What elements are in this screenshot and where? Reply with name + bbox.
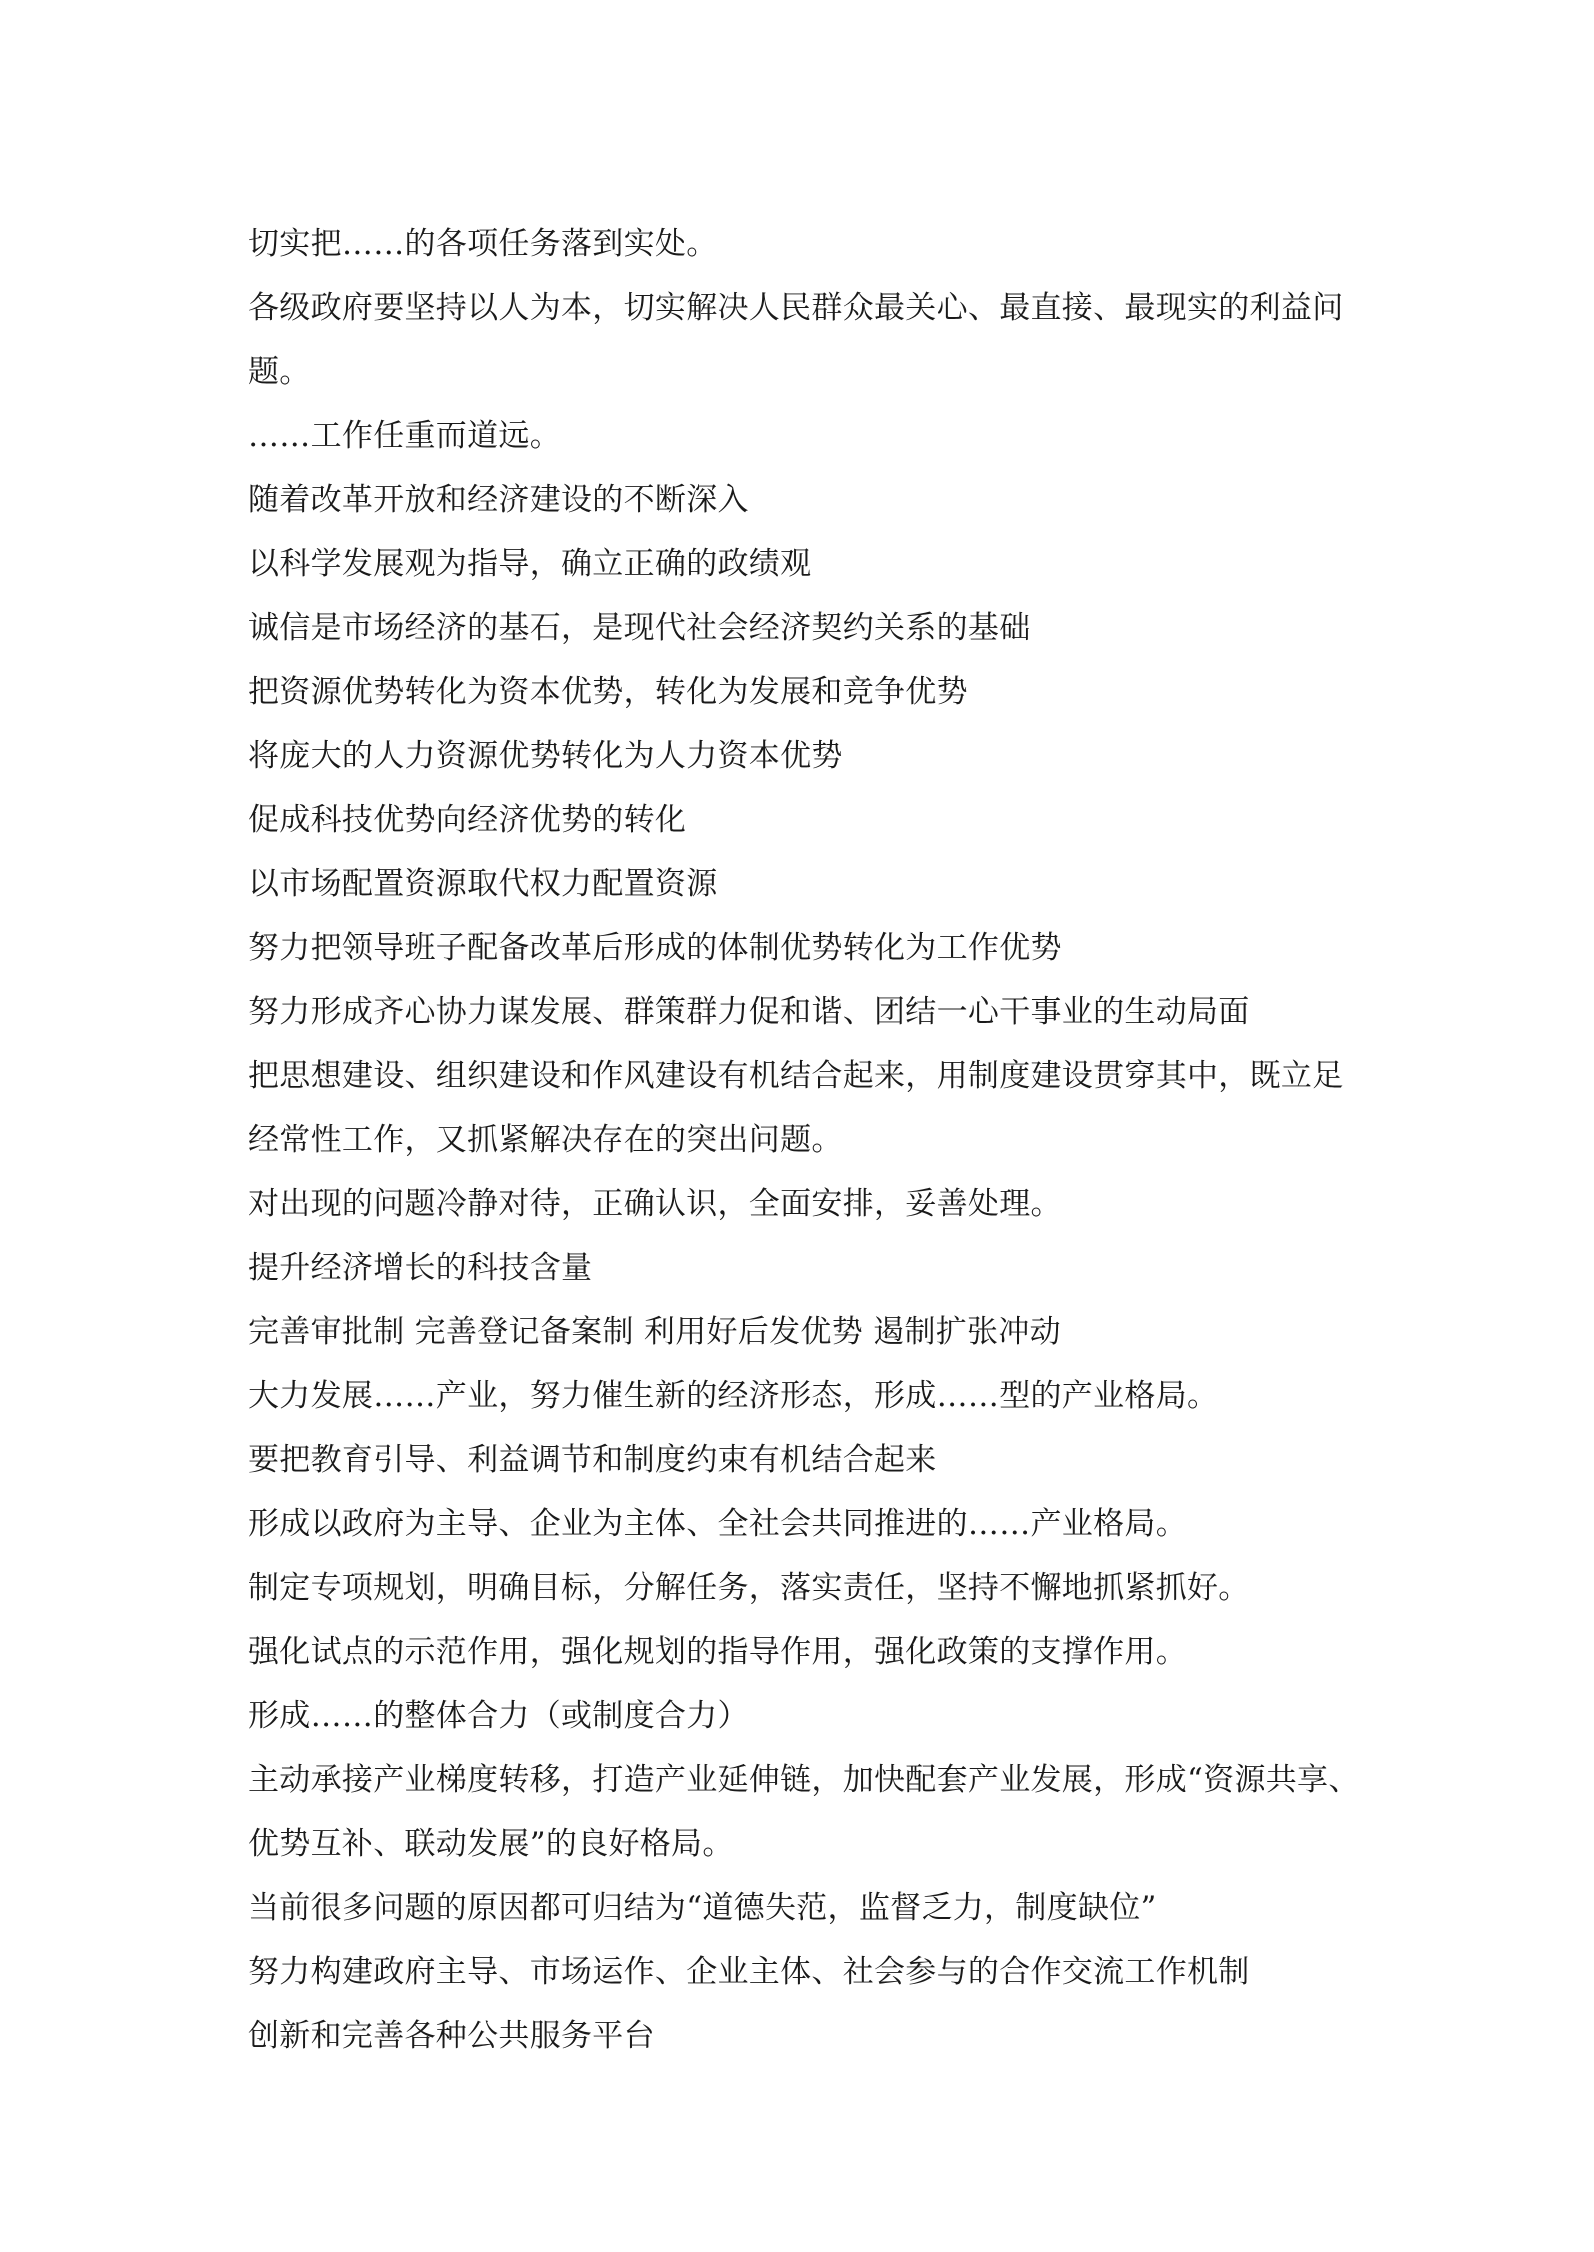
text-line: 强化试点的示范作用，强化规划的指导作用，强化政策的支撑作用。 bbox=[248, 1634, 1187, 1670]
text-line: 形成以政府为主导、企业为主体、全社会共同推进的……产业格局。 bbox=[248, 1506, 1187, 1542]
text-line: 把资源优势转化为资本优势，转化为发展和竞争优势 bbox=[248, 674, 968, 710]
text-line: 要把教育引导、利益调节和制度约束有机结合起来 bbox=[248, 1442, 937, 1478]
text-line: 随着改革开放和经济建设的不断深入 bbox=[248, 482, 749, 518]
text-line: 对出现的问题冷静对待，正确认识，全面安排，妥善处理。 bbox=[248, 1186, 1062, 1222]
text-line: 诚信是市场经济的基石，是现代社会经济契约关系的基础 bbox=[248, 610, 1031, 646]
text-line: 促成科技优势向经济优势的转化 bbox=[248, 802, 687, 838]
text-line: 努力形成齐心协力谋发展、群策群力促和谐、团结一心干事业的生动局面 bbox=[248, 994, 1250, 1030]
text-line: 经常性工作，又抓紧解决存在的突出问题。 bbox=[248, 1122, 843, 1158]
text-line: 将庞大的人力资源优势转化为人力资本优势 bbox=[248, 738, 843, 774]
text-line: 优势互补、联动发展”的良好格局。 bbox=[248, 1826, 734, 1862]
text-line: 以科学发展观为指导，确立正确的政绩观 bbox=[248, 546, 812, 582]
text-line: 当前很多问题的原因都可归结为“道德失范，监督乏力，制度缺位” bbox=[248, 1890, 1157, 1926]
text-line: 努力构建政府主导、市场运作、企业主体、社会参与的合作交流工作机制 bbox=[248, 1954, 1250, 1990]
text-line: 大力发展……产业，努力催生新的经济形态，形成……型的产业格局。 bbox=[248, 1378, 1219, 1414]
text-line: 题。 bbox=[248, 354, 311, 390]
text-line: 提升经济增长的科技含量 bbox=[248, 1250, 593, 1286]
text-line: ……工作任重而道远。 bbox=[248, 418, 561, 454]
document-body bbox=[248, 212, 1368, 2068]
text-line: 把思想建设、组织建设和作风建设有机结合起来，用制度建设贯穿其中，既立足 bbox=[248, 1058, 1344, 1094]
text-line: 形成……的整体合力（或制度合力） bbox=[248, 1698, 749, 1734]
text-line: 完善审批制 完善登记备案制 利用好后发优势 遏制扩张冲动 bbox=[248, 1314, 1061, 1350]
text-line: 制定专项规划，明确目标，分解任务，落实责任，坚持不懈地抓紧抓好。 bbox=[248, 1570, 1250, 1606]
text-line: 努力把领导班子配备改革后形成的体制优势转化为工作优势 bbox=[248, 930, 1062, 966]
text-line: 以市场配置资源取代权力配置资源 bbox=[248, 866, 718, 902]
text-line: 创新和完善各种公共服务平台 bbox=[248, 2018, 655, 2054]
text-line: 主动承接产业梯度转移，打造产业延伸链，加快配套产业发展，形成“资源共享、 bbox=[248, 1762, 1360, 1798]
text-line: 各级政府要坚持以人为本，切实解决人民群众最关心、最直接、最现实的利益问 bbox=[248, 290, 1344, 326]
text-line: 切实把……的各项任务落到实处。 bbox=[248, 226, 718, 262]
